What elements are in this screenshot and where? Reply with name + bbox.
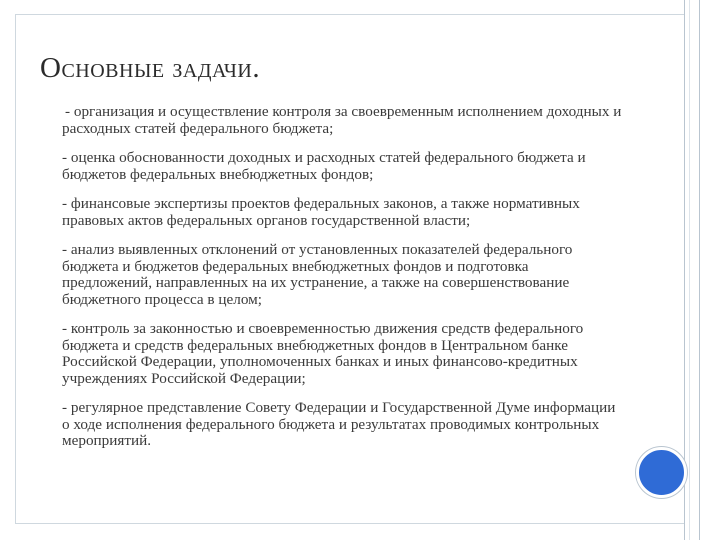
slide-body (62, 104, 622, 463)
task-item-1: - организация и осуществление контроля за своевременным исполнением доходных и расходных статей федерального бюджета; (62, 103, 622, 137)
decorative-circle-icon (636, 447, 687, 498)
task-item-2: - оценка обоснованности доходных и расходных статей федерального бюджета и бюджетов федеральных внебюджетных фондов; (62, 149, 586, 183)
task-item-6: - регулярное представление Совету Федерации и Государственной Думе информации о ходе исполнения федерального бюджета и результатах проводимых контрольных мероприятий. (62, 399, 616, 449)
right-decorative-band (684, 0, 700, 540)
task-item-4: - анализ выявленных отклонений от установленных показателей федерального бюджета и бюджетов федеральных внебюджетных фондов и подготовка предложений, направленных на их устранение, а также на совершенствование бюджетного процесса в целом; (62, 241, 573, 308)
task-item-5: - контроль за законностью и своевременностью движения средств федерального бюджета и средств федеральных внебюджетных фондов в Центральном банке Российской Федерации, уполномоченных банках и иных финансово-кредитных учреждениях Российской Федерации; (62, 320, 584, 387)
right-decorative-line (689, 0, 690, 540)
task-item-3: - финансовые экспертизы проектов федеральных законов, а также нормативных правовых актов федеральных органов государственной власти; (62, 195, 580, 229)
slide-title: Основные задачи. (40, 52, 261, 84)
